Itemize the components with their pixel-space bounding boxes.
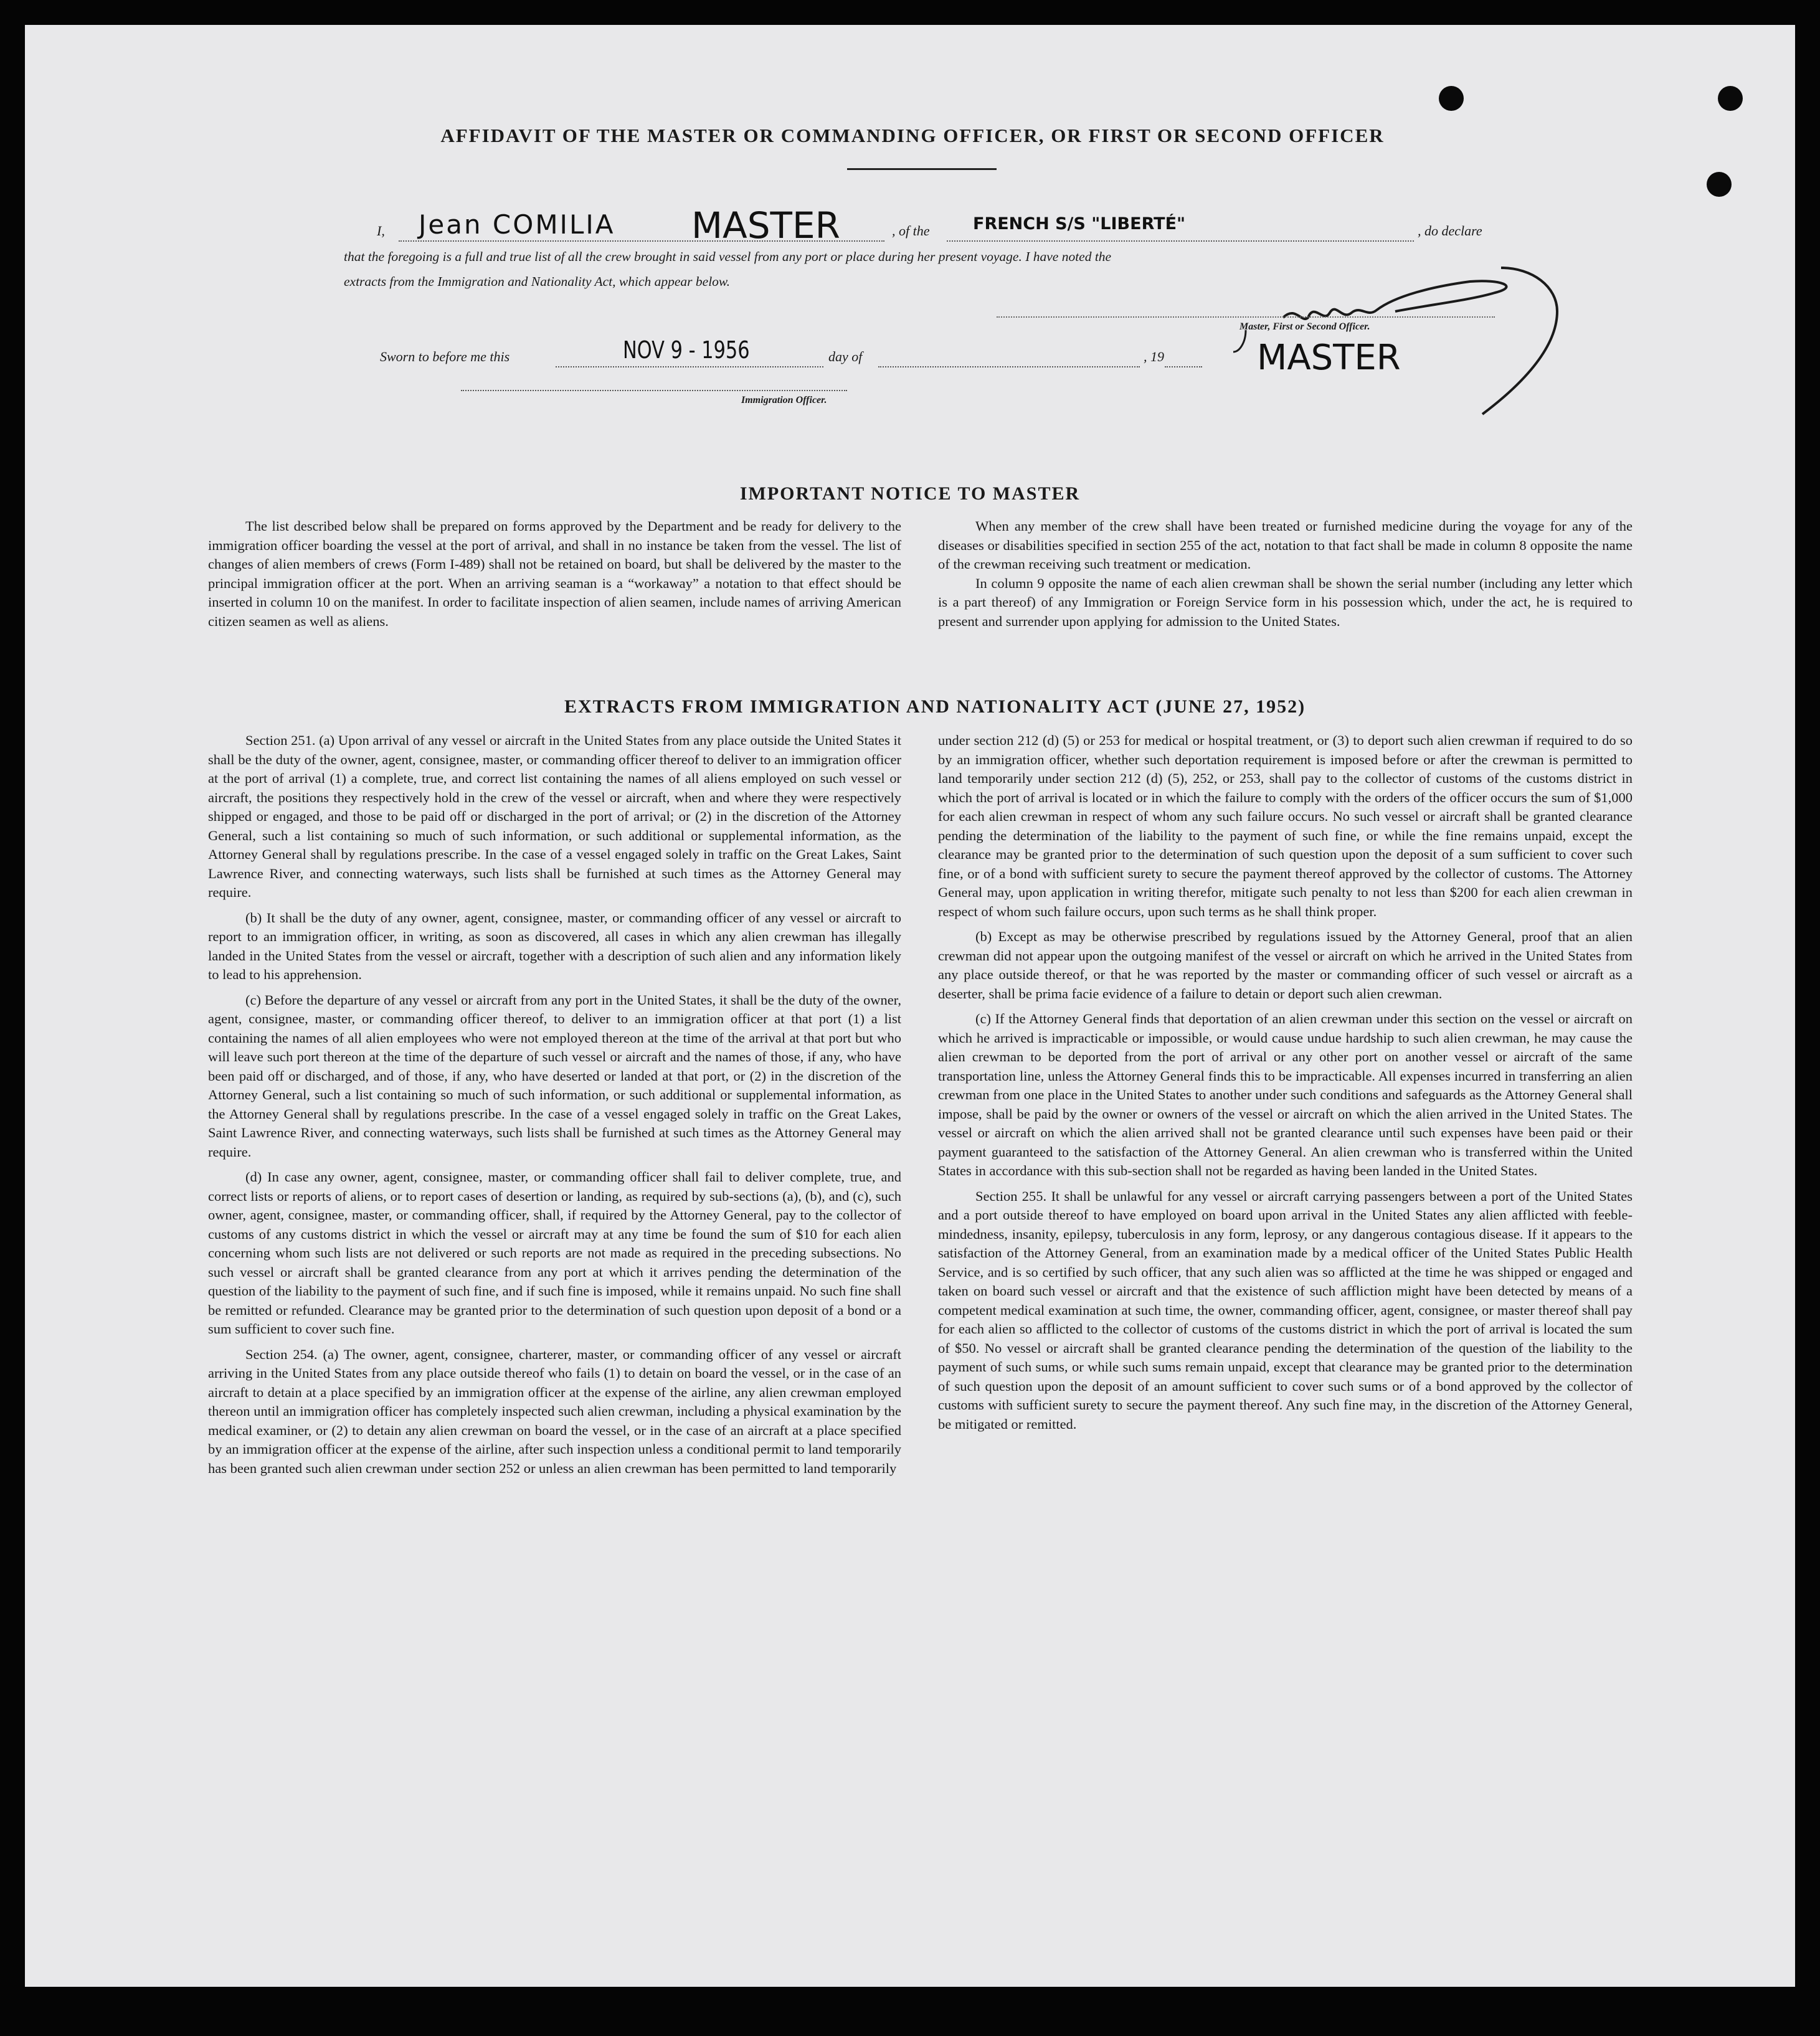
immigration-officer-line (461, 390, 847, 391)
of-the-label: , of the (892, 223, 930, 239)
signature-title: MASTER (1257, 338, 1401, 378)
extracts-title: EXTRACTS FROM IMMIGRATION AND NATIONALITY ACT (JUNE 27, 1952) (564, 696, 1306, 717)
section-paragraph: (c) Before the departure of any vessel or aircraft from any port in the United States, it shall be the duty of the owner, agent, consignee, master, or commanding officer thereof, to deliver to an immigration officer at that port (1) a list containing the names of all alien employees who were not employed thereon at the time of the arrival at that port but who will leave such port thereon at the time of the departure of such vessel or aircraft and the names of those, if any, who have been paid off or discharged, and of those, if any, who have deserted or landed at that port, or (2) in the discretion of the Attorney General, such a list containing so much of such information, or such additional or supplemental information, as the Attorney General shall by regulations prescribe. In the case of a vessel engaged solely in traffic on the Great Lakes, Saint Lawrence River, and connecting waterways, such lists shall be furnished at such times as the Attorney General may require. (208, 992, 901, 1160)
section-paragraph: Section 255. It shall be unlawful for any vessel or aircraft carrying passengers between a port of the United States and a port outside thereof to have employed on board upon arrival in the United States any alien afflicted with feeble-mindedness, insanity, epilepsy, tuberculosis in any form, leprosy, or any dangerous contagious disease. If it appears to the satisfaction of the Attorney General, from an examination made by a medical officer of the United States Public Health Service, and is so certified by such officer, that any such alien was so afflicted at the time he was shipped or engaged and taken on board such vessel or aircraft and that the existence of such affliction might have been detected by means of a competent medical examination at such time, the owner, commanding officer, agent, consignee, or master thereof shall pay for each alien so afflicted to the collector of customs of the customs district in which the port of arrival is located the sum of $50. No vessel or aircraft shall be granted clearance pending the determination of the question of the liability to the payment of such sums, or while such sums remain unpaid, except that clearance may be granted prior to the determination of such question upon the deposit of an amount sufficient to cover such sums or of a bond approved by the collector of customs with sufficient surety to secure the payment thereof. Any such fine may, in the discretion of the Attorney General, be mitigated or remitted. (938, 1188, 1633, 1432)
day-of-label: day of (828, 349, 863, 364)
declaration-prefix: I, (377, 223, 385, 239)
extracts-right-column (938, 731, 1633, 1440)
notice-right-column (938, 517, 1633, 637)
immigration-officer-caption: Immigration Officer. (741, 395, 827, 405)
notice-left-column (208, 517, 901, 637)
master-name: Jean COMILIA (419, 209, 615, 240)
title-divider (847, 168, 997, 170)
sworn-date-blank (556, 366, 823, 367)
section-paragraph: (c) If the Attorney General finds that deportation of an alien crewman under this section on the vessel or aircraft on which he arrived is impracticable or impossible, or would cause undue hardship to such alien crewman, he may cause the alien crewman to be deported from the port of arrival or any other port on another vessel or aircraft of the same transportation line, unless the Attorney General finds this to be impracticable. All expenses incurred in transferring an alien crewman from one place in the United States to another under such conditions and safeguards as the Attorney General shall impose, shall be paid by the owner or owners of the vessel or aircraft on which the alien arrived in the United States. The vessel or aircraft on which the alien arrived shall not be granted clearance until such expenses have been paid or their payment guaranteed to the satisfaction of the Attorney General. An alien crewman who is transferred within the United States in accordance with this sub-section shall not be regarded as having been landed in the United States. (938, 1011, 1633, 1178)
section-paragraph: (b) It shall be the duty of any owner, agent, consignee, master, or commanding officer of any vessel or aircraft to report to an immigration officer, in writing, as soon as discovered, all cases in which any alien crewman has illegally landed in the United States from the vessel or aircraft, together with a description of such alien and any information likely to lead to his apprehension. (208, 909, 901, 982)
notice-title: IMPORTANT NOTICE TO MASTER (739, 483, 1081, 504)
declaration-line-3: extracts from the Immigration and Nationality Act, which appear below. (344, 274, 731, 289)
notice-paragraph: When any member of the crew shall have been treated or furnished medicine during the voyage for any of the diseases or disabilities specified in section 255 of the act, notation to that fact shall be made in column 8 opposite the name of the crewman receiving such treatment or medication. (938, 518, 1633, 572)
master-signature (1208, 243, 1595, 430)
sworn-date-stamp: NOV 9 - 1956 (623, 336, 750, 364)
section-paragraph: Section 254. (a) The owner, agent, consignee, charterer, master, or commanding officer of any vessel or aircraft arriving in the United States from any place outside thereof who fails (1) to detain on board the vessel, or in the case of an aircraft to detain at a place specified by an immigration officer at the expense of the airline, any alien crewman employed thereon until an immigration officer has completely inspected such alien crewman, including a physical examination by the medical examiner, or (2) to detain any alien crewman on board the vessel, or in the case of an aircraft at a place specified by an immigration officer at the expense of the airline, after such inspection unless a conditional permit to land temporarily has been granted such alien crewman under section 252 or unless an alien crewman has been permitted to land temporarily (208, 1346, 901, 1476)
affidavit-title: AFFIDAVIT OF THE MASTER OR COMMANDING OFFICER, OR FIRST OR SECOND OFFICER (440, 125, 1385, 146)
master-rank: MASTER (691, 204, 840, 247)
vessel-blank (947, 240, 1414, 242)
affidavit-form-page (25, 25, 1795, 1987)
signature-caption: Master, First or Second Officer. (1239, 321, 1370, 332)
section-paragraph: Section 251. (a) Upon arrival of any vessel or aircraft in the United States from any place outside the United States it shall be the duty of the owner, agent, consignee, master, or commanding officer thereof to deliver to an immigration officer at the port of arrival (1) a complete, true, and correct list containing the names of all aliens employed on such vessel or aircraft, the positions they respectively hold in the crew of the vessel or aircraft, when and where they were respectively shipped or engaged, and those to be paid off or discharged in the port of arrival; or (2) in the discretion of the Attorney General, such a list containing so much of such information, or such additional or supplemental information, as the Attorney General shall by regulations prescribe. In the case of a vessel engaged solely in traffic on the Great Lakes, Saint Lawrence River, and connecting waterways, such lists shall be furnished at such times as the Attorney General may require. (208, 732, 901, 900)
month-blank (878, 366, 1140, 367)
section-paragraph: (d) In case any owner, agent, consignee, master, or commanding officer shall fail to deliver complete, true, and correct lists or reports of aliens, or to report cases of desertion or landing, as required by sub-sections (a), (b), and (c), such owner, agent, consignee, master, or commanding officer, shall, if required by the Attorney General, pay to the collector of customs of any customs district in which the vessel or aircraft may at any time be found the sum of $10 for each alien concerning whom such lists are not delivered or such reports are not made as required in the preceding subsections. No such vessel or aircraft shall be granted clearance from any port at which it arrives pending the determination of the question of the liability to the payment of such fine, and if such fine is imposed, while it remains unpaid. No such fine shall be remitted or refunded. Clearance may be granted prior to the determination of such question upon deposit of a bond or a sum sufficient to cover such fine. (208, 1169, 901, 1337)
notice-paragraph: In column 9 opposite the name of each alien crewman shall be shown the serial number (including any letter which is a part thereof) of any Immigration or Foreign Service form in his possession which, under the act, he is required to present and surrender upon applying for admission to the United States. (938, 575, 1633, 629)
signature-line (997, 316, 1495, 318)
vessel-name: FRENCH S/S "LIBERTÉ" (973, 214, 1186, 234)
notice-paragraph: The list described below shall be prepared on forms approved by the Department and be ready for delivery to the immigration officer boarding the vessel at the port of arrival, and shall in no instance be taken from the vessel. The list of changes of alien members of crews (Form I-489) shall not be retained on board, but shall be delivered by the master to the principal immigration officer at the port. When an arriving seaman is a “workaway” a notation to that effect should be inserted in column 10 on the manifest. In order to facilitate inspection of alien seamen, include names of arriving American citizen seamen as well as aliens. (208, 518, 901, 629)
extracts-left-column (208, 731, 901, 1484)
section-paragraph: (b) Except as may be otherwise prescribed by regulations issued by the Attorney General, proof that an alien crewman did not appear upon the outgoing manifest of the vessel or aircraft on which he arrived in the United States from any place outside thereof, or that he was reported by the master or commanding officer of such vessel or aircraft as a deserter, shall be prima facie evidence of a failure to detain or deport such alien crewman. (938, 929, 1633, 1001)
punch-hole (1718, 86, 1743, 111)
sworn-prefix: Sworn to before me this (380, 349, 510, 364)
punch-hole (1707, 172, 1732, 197)
declare-suffix: , do declare (1418, 223, 1482, 239)
punch-hole (1439, 86, 1464, 111)
section-paragraph: under section 212 (d) (5) or 253 for medical or hospital treatment, or (3) to deport such alien crewman if required to do so by an immigration officer, whether such deportation requirement is imposed before or after the crewman is permitted to land temporarily under section 212 (d) (5), 252, or 253, shall pay to the collector of customs of the customs district in which the port of arrival is located or in which the failure to comply with the orders of the officer occurs the sum of $1,000 for each alien crewman in respect of whom any such failure occurs. No such vessel or aircraft shall be granted clearance pending the determination of the liability to the payment of such fine, or while the fine remains unpaid, except the clearance may be granted prior to the determination of such question upon the deposit of a sum sufficient to cover such fine, or of a bond with sufficient surety to secure the payment thereof approved by the collector of customs. The Attorney General may, upon application in writing therefor, mitigate such penalty to not less than $200 for each alien crewman in respect of whom such failure occurs, upon such terms as he shall think proper. (938, 732, 1633, 919)
declaration-line-2: that the foregoing is a full and true list of all the crew brought in said vessel from any port or place during her present voyage. I have noted the (344, 249, 1112, 264)
year-prefix: , 19 (1144, 349, 1164, 364)
year-blank (1165, 366, 1202, 367)
